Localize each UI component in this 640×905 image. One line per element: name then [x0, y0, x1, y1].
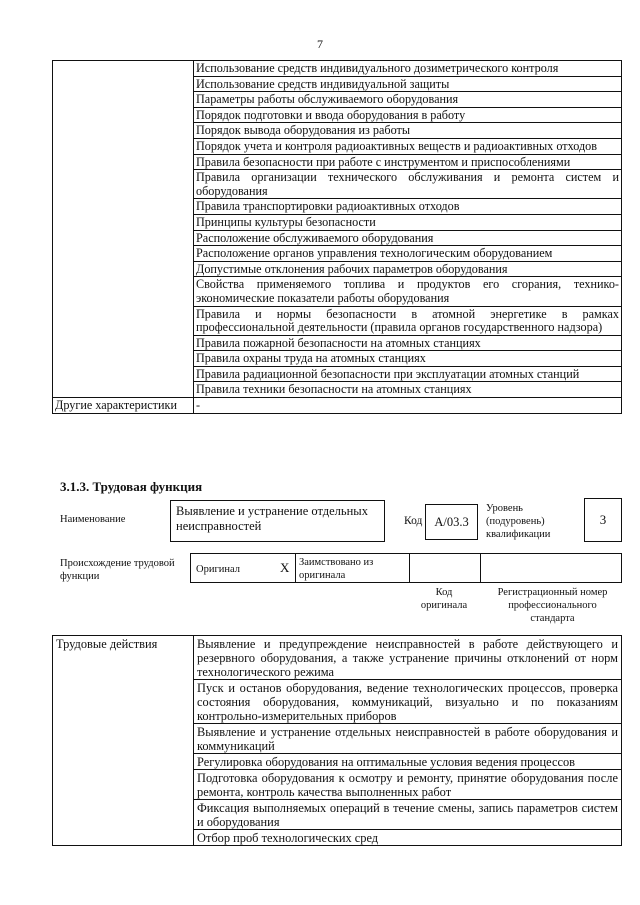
knowledge-item: Использование средств индивидуальной защиты: [194, 76, 622, 92]
level-value: 3: [584, 498, 622, 542]
knowledge-item: Использование средств индивидуального дозиметрического контроля: [194, 61, 622, 77]
original-mark: X: [280, 560, 290, 575]
labor-action-item: Фиксация выполняемых операций в течение смены, запись параметров систем и оборудования: [194, 800, 622, 830]
labor-actions-table: [52, 635, 622, 846]
table-row: [53, 61, 622, 77]
original-label: Оригинал: [196, 564, 240, 575]
level-label: Уровень (подуровень) квалификации: [486, 503, 551, 540]
knowledge-item: Расположение органов управления технологическим оборудованием: [194, 246, 622, 262]
section-title: 3.1.3. Трудовая функция: [60, 479, 203, 494]
labor-action-item: Пуск и останов оборудования, ведение технологических процессов, проверка состояния оборудования, коммуникаций, визуально и по показаниям контрольно-измерительных приборов: [194, 680, 622, 724]
table-row: [53, 398, 622, 414]
knowledge-table: [52, 60, 622, 414]
knowledge-label-cell: [53, 61, 194, 398]
knowledge-item: Правила транспортировки радиоактивных отходов: [194, 199, 622, 215]
code-label: Код: [404, 515, 423, 527]
knowledge-item: Правила организации технического обслуживания и ремонта систем и оборудования: [194, 170, 622, 199]
knowledge-item: Правила радиационной безопасности при эксплуатации атомных станций: [194, 366, 622, 382]
code-original-label: Код оригинала: [420, 587, 468, 611]
knowledge-item: Расположение обслуживаемого оборудования: [194, 230, 622, 246]
borrowed-label: Заимствовано из оригинала: [299, 557, 374, 581]
origin-box: [190, 553, 622, 583]
origin-label: Происхождение трудовой функции: [60, 558, 175, 582]
knowledge-item: Порядок вывода оборудования из работы: [194, 123, 622, 139]
knowledge-item: Правила безопасности при работе с инструментом и приспособлениями: [194, 154, 622, 170]
labor-action-item: Выявление и предупреждение неисправностей в работе действующего и резервного оборудования, а также устранение причины отклонений от норм технологического режима: [194, 636, 622, 680]
knowledge-item: Допустимые отклонения рабочих параметров оборудования: [194, 261, 622, 277]
knowledge-item: Правила охраны труда на атомных станциях: [194, 351, 622, 367]
labor-action-item: Отбор проб технологических сред: [194, 830, 622, 846]
knowledge-item: Принципы культуры безопасности: [194, 214, 622, 230]
knowledge-item: Свойства применяемого топлива и продуктов его сгорания, технико-экономические показатели работы оборудования: [194, 277, 622, 306]
name-label: Наименование: [60, 514, 126, 525]
labor-actions-label: Трудовые действия: [53, 636, 194, 846]
function-name-value: Выявление и устранение отдельных неисправностей: [170, 500, 385, 542]
knowledge-item: Параметры работы обслуживаемого оборудования: [194, 92, 622, 108]
other-characteristics-value: -: [194, 398, 622, 414]
table-row: [53, 636, 622, 680]
labor-action-item: Регулировка оборудования на оптимальные условия ведения процессов: [194, 754, 622, 770]
code-value: А/03.3: [425, 504, 478, 540]
page-number: 7: [317, 37, 323, 51]
reg-number-label: Регистрационный номер профессионального стандарта: [497, 587, 608, 624]
knowledge-item: Правила техники безопасности на атомных станциях: [194, 382, 622, 398]
knowledge-item: Порядок учета и контроля радиоактивных веществ и радиоактивных отходов: [194, 138, 622, 154]
labor-action-item: Подготовка оборудования к осмотру и ремонту, принятие оборудования после ремонта, контроль качества выполненных работ: [194, 770, 622, 800]
knowledge-item: Порядок подготовки и ввода оборудования в работу: [194, 107, 622, 123]
other-characteristics-label: Другие характеристики: [53, 398, 194, 414]
labor-action-item: Выявление и устранение отдельных неисправностей в работе оборудования и коммуникаций: [194, 724, 622, 754]
knowledge-item: Правила пожарной безопасности на атомных станциях: [194, 335, 622, 351]
knowledge-item: Правила и нормы безопасности в атомной энергетике в рамках профессиональной деятельности (правила органов государственного надзора): [194, 306, 622, 335]
